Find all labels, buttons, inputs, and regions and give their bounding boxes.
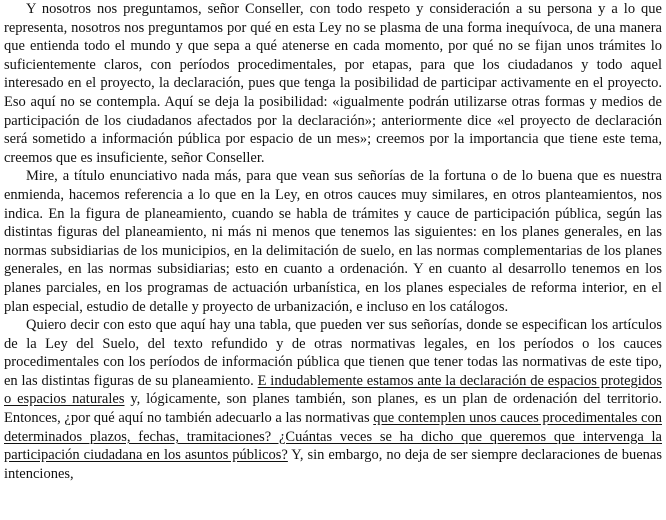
underlined-passage-2: que contemplen unos cauces procedimentales con determinados plazos, fechas, tramitaciones? ¿Cuántas veces se ha dicho que queremos que intervenga la participación ciudadana en los asuntos públicos? (4, 410, 662, 464)
paragraph-3 (4, 316, 662, 483)
paragraph-1-text: Y nosotros nos preguntamos, señor Conseller, con todo respeto y consideración a su persona y a lo que representa, nosotros nos preguntamos por qué en esta Ley no se plasma de una forma inequívoca, de una manera que entienda todo el mundo y que sepa a qué atenerse en cada momento, por qué no se fijan unos trámites lo suficientemente claros, con períodos procedimentales, por etapas, para que los ciudadanos y todo aquel interesado en el proyecto, la declaración, pues que tenga la posibilidad de participar activamente en el proyecto. Eso aquí no se contempla. Aquí se deja la posibilidad: «igualmente podrán utilizarse otras formas y medios de participación de los ciudadanos afectados por la declaración»; anteriormente dice «el proyecto de declaración será sometido a información pública por espacio de un mes»; creemos por la importancia que tiene este tema, creemos que es insuficiente, señor Conseller. (4, 1, 662, 166)
paragraph-3-text-3: Y, sin embargo, no deja de ser siempre declaraciones de buenas intenciones, (4, 447, 662, 482)
paragraph-3-text-2: y, lógicamente, son planes también, son planes, es un plan de ordenación del territorio. Entonces, ¿por qué aquí no también adecuarlo a las normativas (4, 391, 662, 427)
paragraph-2 (4, 167, 662, 316)
paragraph-3-text-1: Quiero decir con esto que aquí hay una tabla, que pueden ver sus señorías, donde se especifican los artículos de la Ley del Suelo, del texto refundido y de otras normativas legales, en los períodos o los cauces procedimentales con los períodos de información pública que tienen que tener todas las normativas de este tipo, en las distintas figuras de su planeamiento. (4, 317, 662, 389)
paragraph-1 (4, 0, 662, 167)
paragraph-2-text: Mire, a título enunciativo nada más, para que vean sus señorías de la fortuna o de lo buena que es nuestra enmienda, hacemos referencia a lo que en la Ley, en otros cauces muy similares, en otros planteamientos, nos indica. En la figura de planeamiento, cuando se habla de trámites y cauce de participación pública, según las distintas figuras del planeamiento, ni más ni menos que tenemos las siguientes: en los planes generales, en las normas subsidiarias de los municipios, en la delimitación de suelo, en las normas complementarias de los planes generales, en las normas subsidiarias; esto en cuanto a ordenación. Y en cuanto al desarrollo tenemos en los planes parciales, en los programas de actuación urbanística, en los planes especiales de reforma interior, en el plan especial, estudio de detalle y proyecto de urbanización, e incluso en los catálogos. (4, 168, 662, 315)
underlined-passage-1: E indudablemente estamos ante la declaración de espacios protegidos o espacios naturales (4, 372, 662, 408)
